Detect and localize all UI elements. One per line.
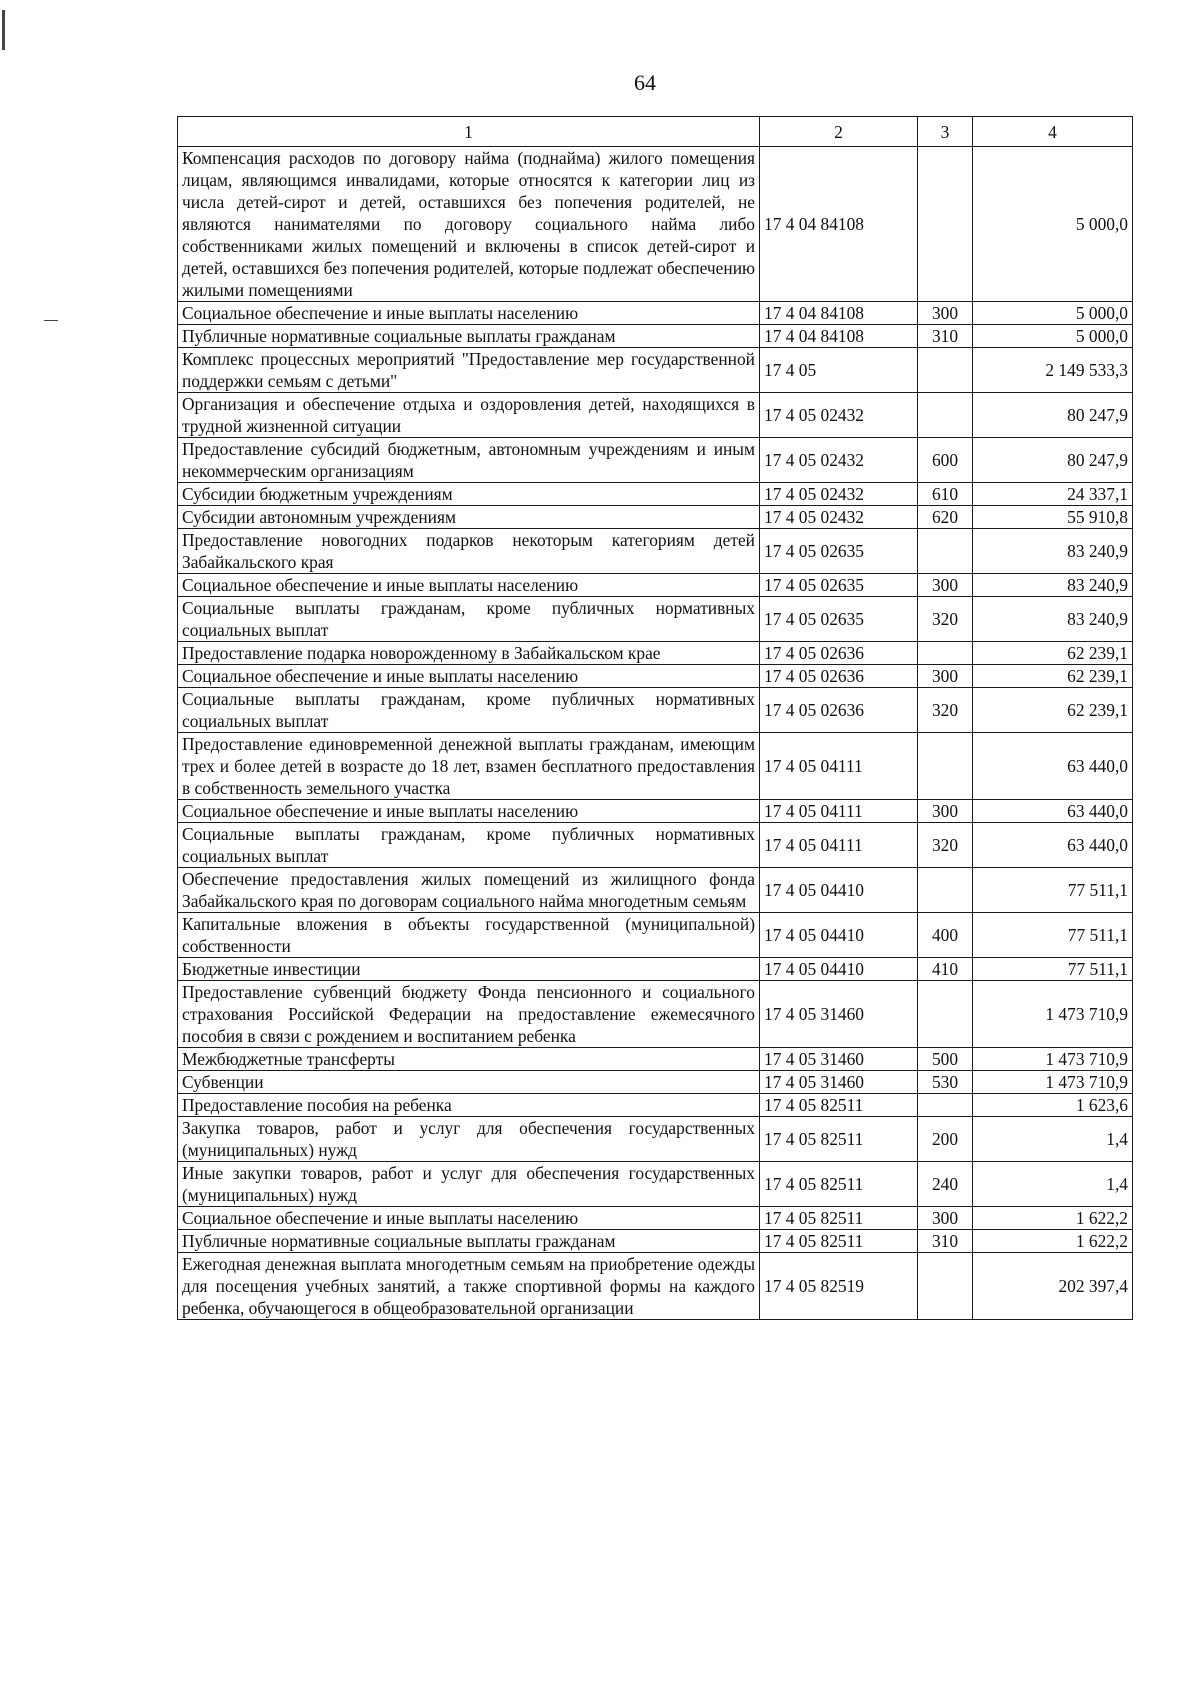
row-code-cell: 17 4 05 02635: [760, 574, 918, 597]
table-row: [178, 1207, 1133, 1230]
budget-table: [177, 116, 1133, 1320]
row-amount-cell: 83 240,9: [973, 529, 1133, 574]
row-amount-cell: 5 000,0: [973, 147, 1133, 302]
table-row: [178, 823, 1133, 868]
row-amount-cell: 1 622,2: [973, 1207, 1133, 1230]
row-amount-cell: 5 000,0: [973, 325, 1133, 348]
row-amount-cell: 63 440,0: [973, 823, 1133, 868]
row-code-cell: 17 4 05 82511: [760, 1117, 918, 1162]
row-name-cell: Социальные выплаты гражданам, кроме публичных нормативных социальных выплат: [178, 597, 760, 642]
row-name-cell: Социальное обеспечение и иные выплаты населению: [178, 665, 760, 688]
row-name-cell: Предоставление новогодних подарков некоторым категориям детей Забайкальского края: [178, 529, 760, 574]
row-name-cell: Социальное обеспечение и иные выплаты населению: [178, 1207, 760, 1230]
row-code-cell: 17 4 05 04111: [760, 733, 918, 800]
row-amount-cell: 80 247,9: [973, 393, 1133, 438]
table-row: [178, 302, 1133, 325]
table-row: [178, 913, 1133, 958]
row-code-cell: 17 4 05 02432: [760, 438, 918, 483]
row-code-cell: 17 4 05 02636: [760, 688, 918, 733]
row-amount-cell: 80 247,9: [973, 438, 1133, 483]
row-expense-type-cell: [918, 1253, 973, 1320]
row-amount-cell: 24 337,1: [973, 483, 1133, 506]
budget-table-container: [177, 116, 1132, 1320]
row-name-cell: Закупка товаров, работ и услуг для обеспечения государственных (муниципальных) нужд: [178, 1117, 760, 1162]
row-expense-type-cell: [918, 733, 973, 800]
table-row: [178, 574, 1133, 597]
row-code-cell: 17 4 05 02432: [760, 393, 918, 438]
header-col-1: 1: [178, 117, 760, 147]
table-row: [178, 1071, 1133, 1094]
table-row: [178, 1048, 1133, 1071]
row-expense-type-cell: 610: [918, 483, 973, 506]
header-col-2: 2: [760, 117, 918, 147]
row-name-cell: Капитальные вложения в объекты государственной (муниципальной) собственности: [178, 913, 760, 958]
row-name-cell: Субвенции: [178, 1071, 760, 1094]
table-body: [178, 147, 1133, 1320]
table-row: [178, 1162, 1133, 1207]
table-row: [178, 981, 1133, 1048]
row-expense-type-cell: 400: [918, 913, 973, 958]
table-row: [178, 506, 1133, 529]
row-code-cell: 17 4 05 82519: [760, 1253, 918, 1320]
row-amount-cell: 5 000,0: [973, 302, 1133, 325]
row-amount-cell: 1,4: [973, 1162, 1133, 1207]
row-expense-type-cell: 320: [918, 597, 973, 642]
row-name-cell: Предоставление субвенций бюджету Фонда пенсионного и социального страхования Российской Федерации на предоставление ежемесячного пособия в связи с рождением и воспитанием ребенка: [178, 981, 760, 1048]
row-amount-cell: 55 910,8: [973, 506, 1133, 529]
table-row: [178, 800, 1133, 823]
row-name-cell: Публичные нормативные социальные выплаты гражданам: [178, 325, 760, 348]
row-amount-cell: 77 511,1: [973, 868, 1133, 913]
table-row: [178, 733, 1133, 800]
table-row: [178, 348, 1133, 393]
row-expense-type-cell: [918, 1094, 973, 1117]
table-row: [178, 868, 1133, 913]
row-amount-cell: 1 473 710,9: [973, 1071, 1133, 1094]
row-code-cell: 17 4 05 02432: [760, 483, 918, 506]
row-name-cell: Социальные выплаты гражданам, кроме публичных нормативных социальных выплат: [178, 688, 760, 733]
row-name-cell: Предоставление единовременной денежной выплаты гражданам, имеющим трех и более детей в возрасте до 18 лет, взамен бесплатного предоставления в собственность земельного участка: [178, 733, 760, 800]
row-amount-cell: 62 239,1: [973, 665, 1133, 688]
row-amount-cell: 202 397,4: [973, 1253, 1133, 1320]
table-row: [178, 147, 1133, 302]
row-code-cell: 17 4 04 84108: [760, 325, 918, 348]
row-code-cell: 17 4 05 04410: [760, 868, 918, 913]
table-row: [178, 529, 1133, 574]
header-col-4: 4: [973, 117, 1133, 147]
row-expense-type-cell: 310: [918, 1230, 973, 1253]
table-row: [178, 597, 1133, 642]
table-row: [178, 1094, 1133, 1117]
page-number: 64: [634, 70, 656, 95]
row-name-cell: Ежегодная денежная выплата многодетным семьям на приобретение одежды для посещения учебных занятий, а также спортивной формы на каждого ребенка, обучающегося в общеобразовательной организации: [178, 1253, 760, 1320]
row-name-cell: Субсидии автономным учреждениям: [178, 506, 760, 529]
row-name-cell: Компенсация расходов по договору найма (поднайма) жилого помещения лицам, являющимся инвалидами, которые относятся к категории лиц из числа детей-сирот и детей, оставшихся без попечения родителей, не являются нанимателями по договору социального найма либо собственниками жилых помещений и включены в список детей-сирот и детей, оставшихся без попечения родителей, которые подлежат обеспечению жилыми помещениями: [178, 147, 760, 302]
row-expense-type-cell: 620: [918, 506, 973, 529]
row-code-cell: 17 4 05 02635: [760, 529, 918, 574]
row-expense-type-cell: 600: [918, 438, 973, 483]
row-amount-cell: 1 622,2: [973, 1230, 1133, 1253]
row-expense-type-cell: 300: [918, 665, 973, 688]
row-expense-type-cell: 240: [918, 1162, 973, 1207]
row-name-cell: Межбюджетные трансферты: [178, 1048, 760, 1071]
row-expense-type-cell: [918, 348, 973, 393]
row-name-cell: Комплекс процессных мероприятий "Предоставление мер государственной поддержки семьям с детьми": [178, 348, 760, 393]
row-name-cell: Социальные выплаты гражданам, кроме публичных нормативных социальных выплат: [178, 823, 760, 868]
row-expense-type-cell: 310: [918, 325, 973, 348]
table-row: [178, 665, 1133, 688]
row-code-cell: 17 4 04 84108: [760, 147, 918, 302]
row-expense-type-cell: 320: [918, 823, 973, 868]
row-code-cell: 17 4 05 31460: [760, 981, 918, 1048]
row-amount-cell: 62 239,1: [973, 688, 1133, 733]
row-amount-cell: 1 473 710,9: [973, 1048, 1133, 1071]
row-expense-type-cell: 300: [918, 1207, 973, 1230]
row-name-cell: Субсидии бюджетным учреждениям: [178, 483, 760, 506]
table-row: [178, 438, 1133, 483]
row-expense-type-cell: 300: [918, 302, 973, 325]
row-amount-cell: 63 440,0: [973, 800, 1133, 823]
row-name-cell: Социальное обеспечение и иные выплаты населению: [178, 800, 760, 823]
table-row: [178, 642, 1133, 665]
row-expense-type-cell: [918, 147, 973, 302]
row-amount-cell: 62 239,1: [973, 642, 1133, 665]
header-col-3: 3: [918, 117, 973, 147]
row-amount-cell: 83 240,9: [973, 574, 1133, 597]
row-name-cell: Социальное обеспечение и иные выплаты населению: [178, 574, 760, 597]
row-code-cell: 17 4 05 02432: [760, 506, 918, 529]
scan-speck: [44, 320, 58, 321]
row-code-cell: 17 4 05 82511: [760, 1207, 918, 1230]
table-row: [178, 393, 1133, 438]
row-name-cell: Иные закупки товаров, работ и услуг для обеспечения государственных (муниципальных) нужд: [178, 1162, 760, 1207]
row-name-cell: Обеспечение предоставления жилых помещений из жилищного фонда Забайкальского края по договорам социального найма многодетным семьям: [178, 868, 760, 913]
row-name-cell: Социальное обеспечение и иные выплаты населению: [178, 302, 760, 325]
row-expense-type-cell: 500: [918, 1048, 973, 1071]
row-code-cell: 17 4 05 82511: [760, 1230, 918, 1253]
table-row: [178, 1253, 1133, 1320]
row-code-cell: 17 4 05 04111: [760, 823, 918, 868]
row-code-cell: 17 4 05 82511: [760, 1162, 918, 1207]
row-expense-type-cell: [918, 529, 973, 574]
table-row: [178, 958, 1133, 981]
row-amount-cell: 1 473 710,9: [973, 981, 1133, 1048]
row-expense-type-cell: 530: [918, 1071, 973, 1094]
row-amount-cell: 2 149 533,3: [973, 348, 1133, 393]
row-name-cell: Публичные нормативные социальные выплаты гражданам: [178, 1230, 760, 1253]
row-expense-type-cell: 410: [918, 958, 973, 981]
row-code-cell: 17 4 04 84108: [760, 302, 918, 325]
row-expense-type-cell: 320: [918, 688, 973, 733]
table-row: [178, 1117, 1133, 1162]
table-row: [178, 1230, 1133, 1253]
row-amount-cell: 83 240,9: [973, 597, 1133, 642]
row-code-cell: 17 4 05 31460: [760, 1048, 918, 1071]
row-amount-cell: 1 623,6: [973, 1094, 1133, 1117]
row-expense-type-cell: 300: [918, 574, 973, 597]
row-code-cell: 17 4 05 02636: [760, 642, 918, 665]
row-code-cell: 17 4 05 04410: [760, 913, 918, 958]
row-name-cell: Предоставление субсидий бюджетным, автономным учреждениям и иным некоммерческим организациям: [178, 438, 760, 483]
row-expense-type-cell: [918, 393, 973, 438]
row-amount-cell: 1,4: [973, 1117, 1133, 1162]
row-code-cell: 17 4 05 82511: [760, 1094, 918, 1117]
row-code-cell: 17 4 05 02635: [760, 597, 918, 642]
row-expense-type-cell: [918, 642, 973, 665]
row-code-cell: 17 4 05 04410: [760, 958, 918, 981]
row-name-cell: Предоставление пособия на ребенка: [178, 1094, 760, 1117]
row-amount-cell: 77 511,1: [973, 958, 1133, 981]
table-header-row: [178, 117, 1133, 147]
row-amount-cell: 63 440,0: [973, 733, 1133, 800]
row-name-cell: Бюджетные инвестиции: [178, 958, 760, 981]
row-code-cell: 17 4 05: [760, 348, 918, 393]
row-code-cell: 17 4 05 02636: [760, 665, 918, 688]
scan-speck: [2, 10, 5, 50]
row-expense-type-cell: [918, 868, 973, 913]
row-code-cell: 17 4 05 31460: [760, 1071, 918, 1094]
row-expense-type-cell: [918, 981, 973, 1048]
table-row: [178, 483, 1133, 506]
table-row: [178, 688, 1133, 733]
row-name-cell: Организация и обеспечение отдыха и оздоровления детей, находящихся в трудной жизненной ситуации: [178, 393, 760, 438]
row-expense-type-cell: 200: [918, 1117, 973, 1162]
row-amount-cell: 77 511,1: [973, 913, 1133, 958]
row-code-cell: 17 4 05 04111: [760, 800, 918, 823]
table-row: [178, 325, 1133, 348]
row-name-cell: Предоставление подарка новорожденному в Забайкальском крае: [178, 642, 760, 665]
row-expense-type-cell: 300: [918, 800, 973, 823]
